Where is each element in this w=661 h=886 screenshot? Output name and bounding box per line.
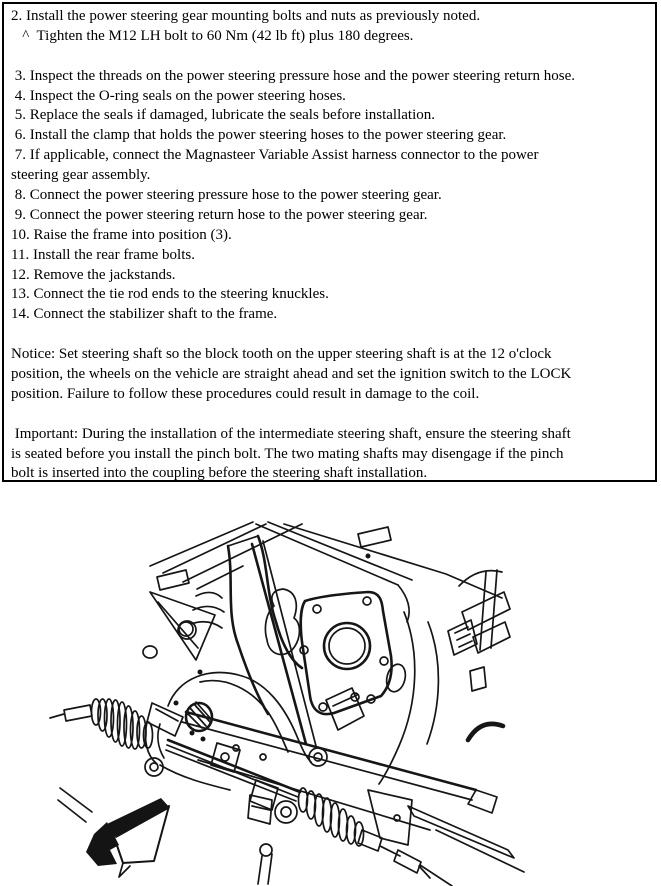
text-line: 14. Connect the stabilizer shaft to the frame. xyxy=(11,306,278,323)
text-line: 8. Connect the power steering pressure hose to the power steering gear. xyxy=(11,187,442,204)
rack-housing xyxy=(145,703,300,801)
text-line: Important: During the installation of the intermediate steering shaft, ensure the steering shaft xyxy=(11,425,571,442)
text-line: 11. Install the rear frame bolts. xyxy=(11,246,195,263)
text-line: 3. Inspect the threads on the power steering pressure hose and the power steering return hose. xyxy=(11,67,575,84)
direction-arrow-icon xyxy=(86,798,170,877)
steering-gear-illustration xyxy=(0,516,661,886)
intermediate-steering-shaft xyxy=(252,541,364,766)
left-bellows-boot xyxy=(92,699,153,749)
text-line: 9. Connect the power steering return hose to the power steering gear. xyxy=(11,206,428,223)
instructions-panel xyxy=(2,2,657,482)
text-line: 4. Inspect the O-ring seals on the power steering hoses. xyxy=(11,87,346,104)
text-line: ^ Tighten the M12 LH bolt to 60 Nm (42 lb ft) plus 180 degrees. xyxy=(11,27,414,44)
text-line: 12. Remove the jackstands. xyxy=(11,266,176,283)
right-bellows-boot xyxy=(299,788,364,846)
text-line: steering gear assembly. xyxy=(11,167,151,184)
text-line: 2. Install the power steering gear mounting bolts and nuts as previously noted. xyxy=(11,8,481,24)
text-line: position. Failure to follow these procedures could result in damage to the coil. xyxy=(11,385,480,402)
strut-tower-bracket xyxy=(143,570,215,706)
text-line: Notice: Set steering shaft so the block tooth on the upper steering shaft is at the 12 o'clock xyxy=(11,346,552,363)
text-line: 5. Replace the seals if damaged, lubricate the seals before installation. xyxy=(11,107,436,124)
text-line: bolt is inserted into the coupling before the steering shaft installation. xyxy=(11,465,428,482)
text-line: 13. Connect the tie rod ends to the steering knuckles. xyxy=(11,286,329,303)
text-line xyxy=(11,325,653,345)
text-line: 7. If applicable, connect the Magnasteer Variable Assist harness connector to the power xyxy=(11,147,539,164)
text-line xyxy=(11,47,653,67)
text-line xyxy=(11,405,653,425)
text-line: is seated before you install the pinch bolt. The two mating shafts may disengage if the pinch xyxy=(11,445,564,462)
text-line: 10. Raise the frame into position (3). xyxy=(11,226,232,243)
pinion-joint xyxy=(248,780,297,884)
left-tie-rod xyxy=(50,705,92,721)
right-tie-rod xyxy=(358,830,452,886)
text-line: 6. Install the clamp that holds the power steering hoses to the power steering gear. xyxy=(11,127,507,144)
text-line: position, the wheels on the vehicle are straight ahead and set the ignition switch to the LOCK xyxy=(11,366,572,383)
